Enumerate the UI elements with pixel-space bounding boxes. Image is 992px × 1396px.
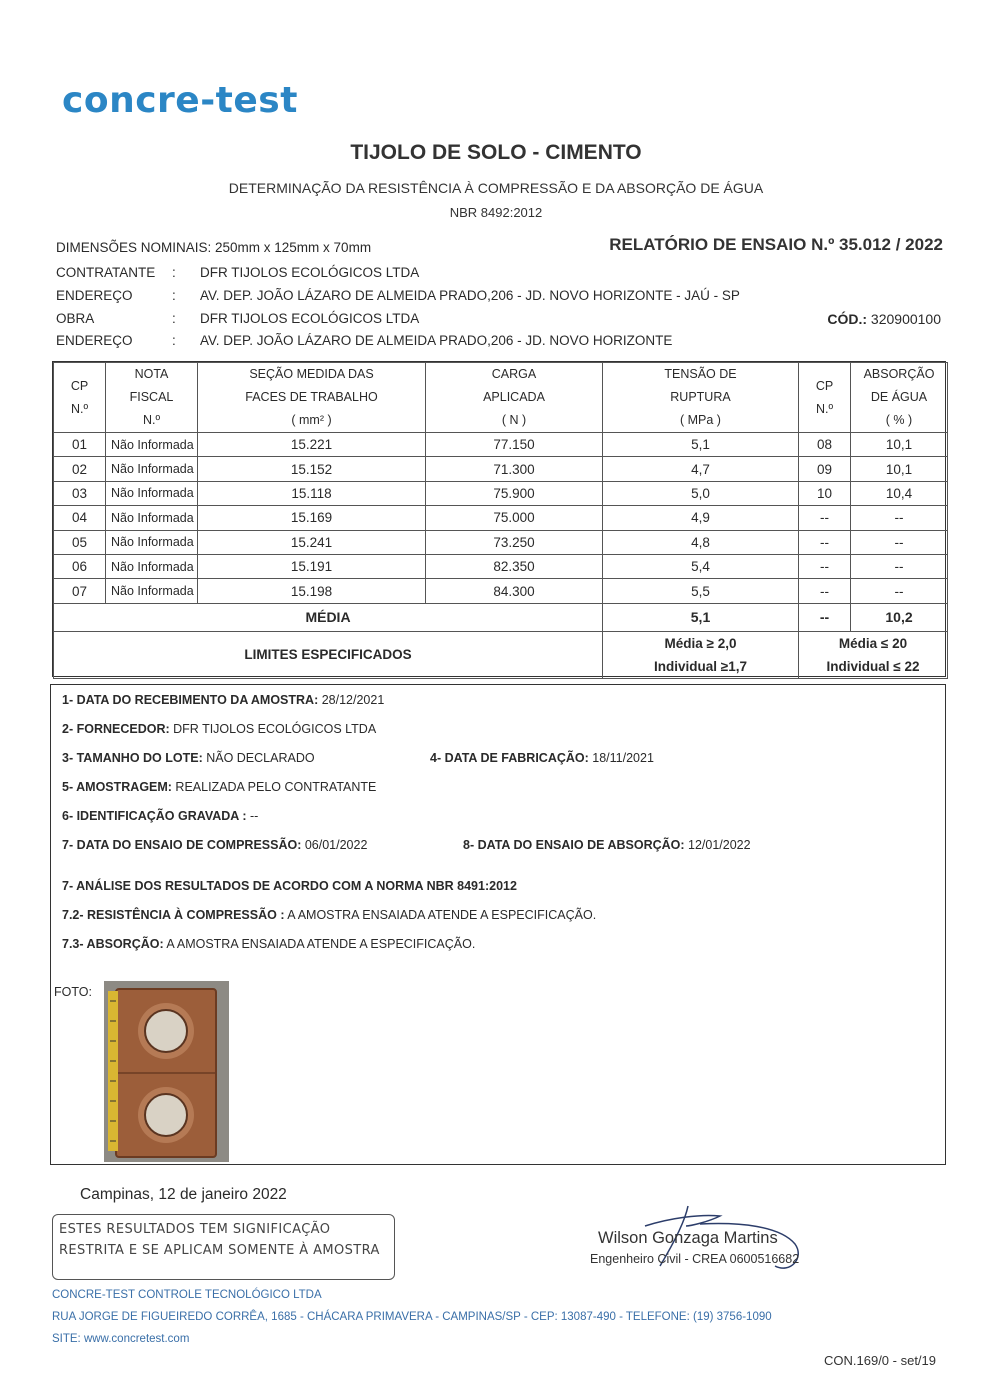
cell-carga: 84.300	[426, 579, 603, 603]
table-row	[54, 579, 948, 603]
city-date: Campinas, 12 de janeiro 2022	[80, 1186, 287, 1203]
signer-role: Engenheiro Civil - CREA 0600516682	[590, 1252, 800, 1266]
cell-nota-fiscal: Não Informada	[106, 433, 198, 457]
company-address: RUA JORGE DE FIGUEIREDO CORRÊA, 1685 - CHÁCARA PRIMAVERA - CAMPINAS/SP - CEP: 13087-490 - TELEFONE: (19) 3756-1090	[52, 1311, 772, 1323]
nominal-dimensions: DIMENSÕES NOMINAIS: 250mm x 125mm x 70mm	[56, 240, 372, 255]
media-absorcao: 10,2	[851, 603, 948, 631]
cell-tensao: 5,4	[603, 554, 799, 578]
cell-absorcao: 10,1	[851, 457, 948, 481]
cell-nota-fiscal: Não Informada	[106, 530, 198, 554]
cell-cp-absorcao: --	[799, 530, 851, 554]
detail-absorcao-result: 7.3- ABSORÇÃO: A AMOSTRA ENSAIADA ATENDE A ESPECIFICAÇÃO.	[62, 937, 476, 951]
table-row	[54, 457, 948, 481]
cell-cp: 07	[54, 579, 106, 603]
table-row	[54, 530, 948, 554]
cell-secao: 15.221	[198, 433, 426, 457]
table-row	[54, 481, 948, 505]
cell-cp-absorcao: 08	[799, 433, 851, 457]
info-label: OBRA	[56, 311, 95, 326]
cell-carga: 75.000	[426, 506, 603, 530]
cell-tensao: 5,1	[603, 433, 799, 457]
header-secao: SEÇÃO MEDIDA DAS FACES DE TRABALHO ( mm² )	[198, 363, 426, 433]
detail-amostragem: 5- AMOSTRAGEM: REALIZADA PELO CONTRATANTE	[62, 780, 377, 794]
info-label: ENDEREÇO	[56, 333, 133, 348]
detail-ensaio-compressao: 7- DATA DO ENSAIO DE COMPRESSÃO: 06/01/2022	[62, 838, 368, 852]
limites-label: LIMITES ESPECIFICADOS	[54, 631, 603, 678]
foto-label: FOTO:	[54, 985, 92, 999]
signer-name: Wilson Gonzaga Martins	[598, 1229, 778, 1247]
cell-cp-absorcao: --	[799, 554, 851, 578]
sample-details	[50, 684, 946, 1165]
table-row	[54, 433, 948, 457]
cell-cp-absorcao: 10	[799, 481, 851, 505]
cell-tensao: 5,0	[603, 481, 799, 505]
cell-tensao: 4,8	[603, 530, 799, 554]
cell-cp-absorcao: --	[799, 579, 851, 603]
table-row	[54, 554, 948, 578]
document-title: TIJOLO DE SOLO - CIMENTO	[350, 141, 642, 164]
detail-identificacao: 6- IDENTIFICAÇÃO GRAVADA : --	[62, 809, 259, 823]
cell-secao: 15.169	[198, 506, 426, 530]
company-logo: concre-test	[62, 80, 298, 121]
header-tensao: TENSÃO DE RUPTURA ( MPa )	[603, 363, 799, 433]
results-table	[52, 361, 946, 677]
cell-carga: 73.250	[426, 530, 603, 554]
cell-nota-fiscal: Não Informada	[106, 506, 198, 530]
cell-carga: 71.300	[426, 457, 603, 481]
report-number: RELATÓRIO DE ENSAIO N.º 35.012 / 2022	[609, 235, 943, 254]
disclaimer-line: ESTES RESULTADOS TEM SIGNIFICAÇÃO	[59, 1222, 331, 1237]
media-cp: --	[799, 603, 851, 631]
header-absorcao: ABSORÇÃO DE ÁGUA ( % )	[851, 363, 948, 433]
cod-field	[827, 311, 941, 327]
detail-data-fabricacao: 4- DATA DE FABRICAÇÃO: 18/11/2021	[430, 751, 654, 765]
info-value: AV. DEP. JOÃO LÁZARO DE ALMEIDA PRADO,206 - JD. NOVO HORIZONTE	[200, 333, 673, 348]
disclaimer-line: RESTRITA E SE APLICAM SOMENTE À AMOSTRA	[59, 1243, 380, 1258]
cell-secao: 15.241	[198, 530, 426, 554]
cell-nota-fiscal: Não Informada	[106, 457, 198, 481]
cell-cp: 02	[54, 457, 106, 481]
document-subtitle: DETERMINAÇÃO DA RESISTÊNCIA À COMPRESSÃO E DA ABSORÇÃO DE ÁGUA	[228, 180, 764, 196]
info-separator: :	[172, 333, 176, 348]
cell-carga: 82.350	[426, 554, 603, 578]
info-separator: :	[172, 311, 176, 326]
norm-reference: NBR 8492:2012	[449, 205, 543, 220]
detail-analise: 7- ANÁLISE DOS RESULTADOS DE ACORDO COM A NORMA NBR 8491:2012	[62, 879, 517, 893]
cell-carga: 75.900	[426, 481, 603, 505]
media-label: MÉDIA	[54, 603, 603, 631]
info-label: ENDEREÇO	[56, 288, 133, 303]
cell-cp-absorcao: 09	[799, 457, 851, 481]
limites-absorcao: Média ≤ 20 Individual ≤ 22	[799, 631, 948, 678]
cell-nota-fiscal: Não Informada	[106, 579, 198, 603]
info-value: DFR TIJOLOS ECOLÓGICOS LTDA	[200, 311, 420, 326]
detail-recebimento: 1- DATA DO RECEBIMENTO DA AMOSTRA: 28/12/2021	[62, 693, 385, 707]
limites-tensao: Média ≥ 2,0 Individual ≥1,7	[603, 631, 799, 678]
cell-absorcao: --	[851, 530, 948, 554]
cod-label: CÓD.:	[827, 311, 868, 327]
cell-secao: 15.198	[198, 579, 426, 603]
header-carga: CARGA APLICADA ( N )	[426, 363, 603, 433]
header-nota-fiscal: NOTA FISCAL N.º	[106, 363, 198, 433]
cell-tensao: 4,7	[603, 457, 799, 481]
cell-carga: 77.150	[426, 433, 603, 457]
info-endereco	[56, 288, 740, 303]
form-code: CON.169/0 - set/19	[824, 1353, 936, 1368]
info-value: AV. DEP. JOÃO LÁZARO DE ALMEIDA PRADO,206 - JD. NOVO HORIZONTE - JAÚ - SP	[200, 288, 740, 303]
limites-row	[54, 631, 948, 678]
cell-cp-absorcao: --	[799, 506, 851, 530]
info-contratante	[56, 265, 419, 280]
media-tensao: 5,1	[603, 603, 799, 631]
cell-tensao: 5,5	[603, 579, 799, 603]
info-value: DFR TIJOLOS ECOLÓGICOS LTDA	[200, 265, 420, 280]
cell-secao: 15.152	[198, 457, 426, 481]
company-name: CONCRE-TEST CONTROLE TECNOLÓGICO LTDA	[52, 1289, 322, 1301]
cell-cp: 06	[54, 554, 106, 578]
media-row	[54, 603, 948, 631]
cell-cp: 03	[54, 481, 106, 505]
cell-absorcao: 10,4	[851, 481, 948, 505]
cell-absorcao: --	[851, 579, 948, 603]
cell-cp: 04	[54, 506, 106, 530]
info-obra	[56, 311, 419, 326]
company-site: SITE: www.concretest.com	[52, 1333, 190, 1345]
table-header-row	[54, 363, 948, 433]
brick-photo	[104, 981, 229, 1162]
cell-absorcao: --	[851, 554, 948, 578]
cod-value: 320900100	[870, 311, 941, 327]
cell-absorcao: 10,1	[851, 433, 948, 457]
cell-nota-fiscal: Não Informada	[106, 481, 198, 505]
cell-nota-fiscal: Não Informada	[106, 554, 198, 578]
header-cp: CP N.º	[54, 363, 106, 433]
detail-resistencia: 7.2- RESISTÊNCIA À COMPRESSÃO : A AMOSTRA ENSAIADA ATENDE A ESPECIFICAÇÃO.	[62, 908, 597, 922]
cell-tensao: 4,9	[603, 506, 799, 530]
detail-ensaio-absorcao: 8- DATA DO ENSAIO DE ABSORÇÃO: 12/01/2022	[463, 838, 751, 852]
info-separator: :	[172, 265, 176, 280]
cell-absorcao: --	[851, 506, 948, 530]
info-label: CONTRATANTE	[56, 265, 156, 280]
info-endereco-obra	[56, 333, 672, 348]
cell-secao: 15.191	[198, 554, 426, 578]
table-row	[54, 506, 948, 530]
cell-secao: 15.118	[198, 481, 426, 505]
detail-tamanho-lote: 3- TAMANHO DO LOTE: NÃO DECLARADO	[62, 751, 315, 765]
header-cp-absorcao: CP N.º	[799, 363, 851, 433]
detail-fornecedor: 2- FORNECEDOR: DFR TIJOLOS ECOLÓGICOS LTDA	[62, 722, 377, 736]
cell-cp: 01	[54, 433, 106, 457]
cell-cp: 05	[54, 530, 106, 554]
disclaimer-box	[52, 1214, 395, 1280]
info-separator: :	[172, 288, 176, 303]
